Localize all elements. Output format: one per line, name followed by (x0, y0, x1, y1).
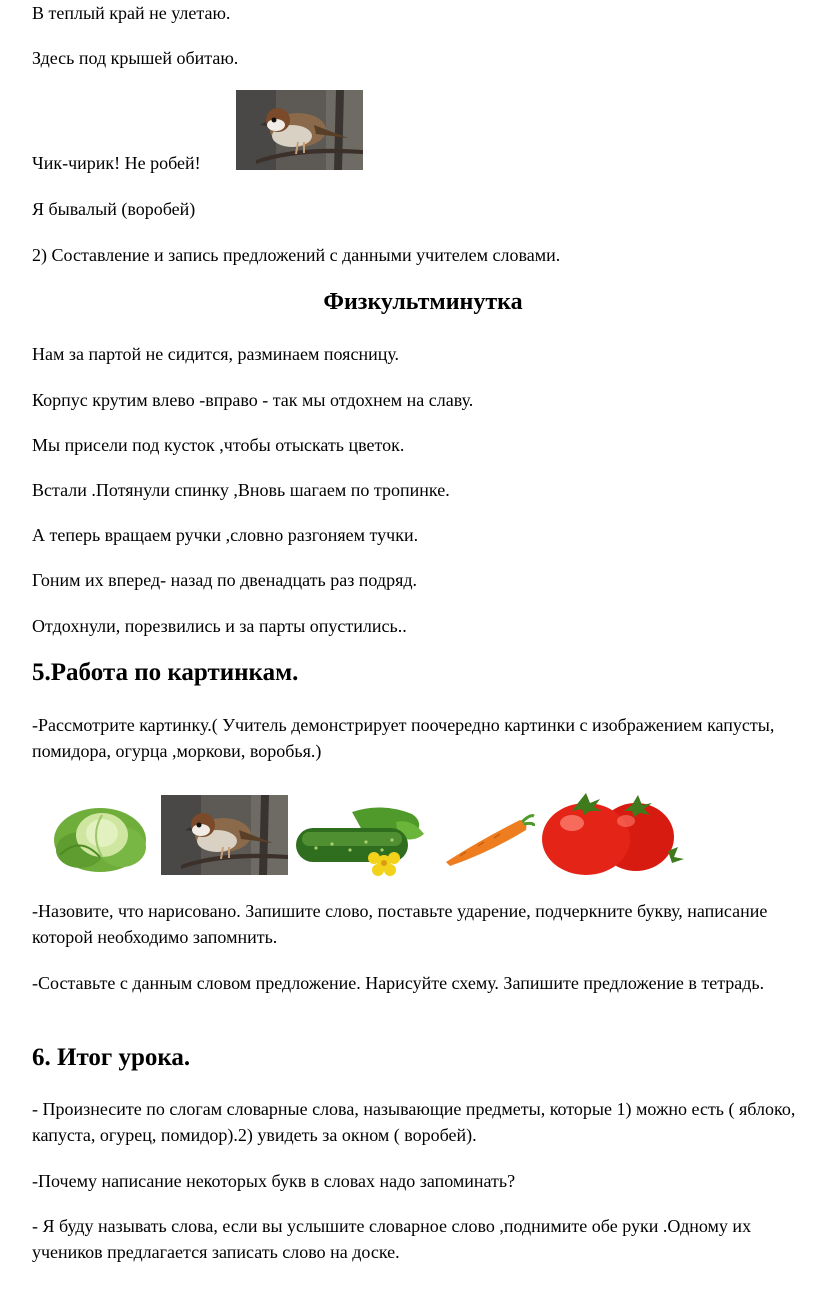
fizkult-line-5: А теперь вращаем ручки ,словно разгоняем тучки. (32, 525, 419, 545)
sparrow-photo (236, 90, 363, 170)
section-5-paragraph-3: -Составьте с данным словом предложение. Нарисуйте схему. Запишите предложение в тетрадь. (32, 973, 765, 993)
tomato-image (538, 785, 690, 877)
section-5-paragraph-1: -Рассмотрите картинку.( Учитель демонстрирует поочередно картинки с изображением капусты, помидора, огурца ,моркови, воробья.) (32, 715, 775, 761)
section-5-paragraph-2: -Назовите, что нарисовано. Запишите слово, поставьте ударение, подчеркните букву, написание которой необходимо запомнить. (32, 901, 768, 947)
task-2: 2) Составление и запись предложений с данными учителем словами. (32, 245, 561, 265)
fizkult-line-2: Корпус крутим влево -вправо - так мы отдохнем на славу. (32, 390, 474, 410)
fizkult-line-4: Встали .Потянули спинку ,Вновь шагаем по тропинке. (32, 480, 450, 500)
fizkult-line-1: Нам за партой не сидится, разминаем поясницу. (32, 344, 400, 364)
fizkultminutka-heading: Физкультминутка (323, 289, 523, 315)
cabbage-image (50, 795, 150, 875)
section-6-paragraph-1: - Произнесите по слогам словарные слова, называющие предметы, которые 1) можно есть ( яблоко, капуста, огурец, помидор).2) увидеть за окном ( воробей). (32, 1099, 796, 1145)
poem-line-4: Я бывалый (воробей) (32, 199, 196, 219)
poem-line-2: Здесь под крышей обитаю. (32, 48, 239, 68)
sparrow-photo (161, 795, 288, 875)
poem-line-3: Чик-чирик! Не робей! (32, 153, 201, 173)
section-6-paragraph-3: - Я буду называть слова, если вы услышите словарное слово ,поднимите обе руки .Одному их учеников предлагается записать слово на доске. (32, 1216, 752, 1262)
fizkult-line-3: Мы присели под кусток ,чтобы отыскать цветок. (32, 435, 405, 455)
poem-line-1: В теплый край не улетаю. (32, 3, 231, 23)
section-6-paragraph-2: -Почему написание некоторых букв в словах надо запоминать? (32, 1171, 516, 1191)
fizkult-line-7: Отдохнули, порезвились и за парты опустились.. (32, 616, 407, 636)
section-5-heading: 5.Работа по картинкам. (32, 659, 299, 686)
carrot-image (440, 812, 535, 868)
fizkult-line-6: Гоним их вперед- назад по двенадцать раз подряд. (32, 570, 418, 590)
section-6-heading: 6. Итог урока. (32, 1044, 191, 1071)
cucumber-image (292, 800, 430, 878)
